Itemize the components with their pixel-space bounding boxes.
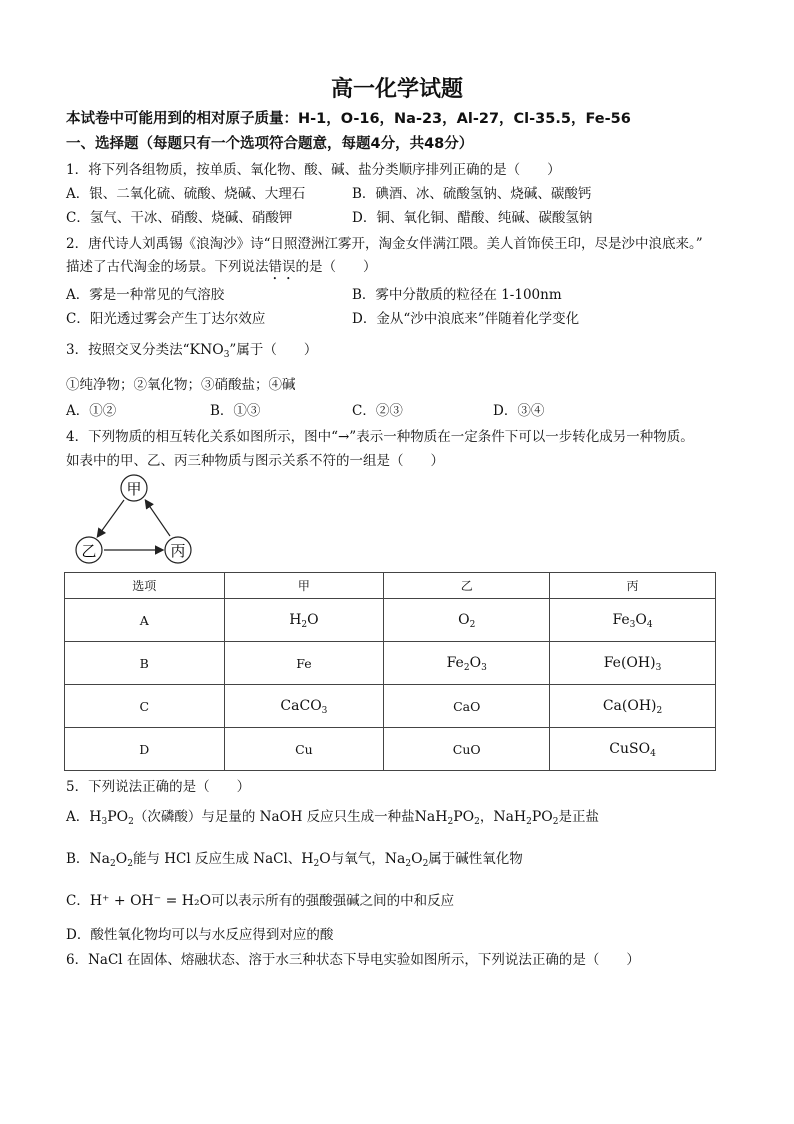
nah2po2-formula-2 — [493, 809, 558, 825]
q2-option-c: C．阳光透过雾会产生丁达尔效应 — [66, 311, 266, 327]
q5-a-end: 是正盐 — [558, 809, 600, 825]
kno3-sub: 3 — [223, 350, 230, 360]
h2o-formula — [301, 851, 330, 867]
header-bing: 丙 — [550, 573, 716, 599]
conversion-diagram — [66, 470, 206, 570]
q3-stem-text: 3．按照交叉分类法“ — [66, 342, 190, 358]
q4-stem-line2: 如表中的甲、乙、丙三种物质与图示关系不符的一组是（ ） — [66, 453, 444, 469]
neutralization-equation: H⁺ + OH⁻ = H₂O — [89, 893, 212, 909]
q2-option-d: D．金从“沙中浪底来”伴随着化学变化 — [352, 311, 580, 327]
row-b-label: B — [65, 642, 225, 685]
row-c-bing: $Ca(OH)_2$ — [550, 685, 716, 728]
s: 2 — [110, 859, 116, 869]
f: Na — [384, 851, 406, 867]
q5-a-text: （次磷酸）与足量的 NaOH 反应只生成一种盐 — [133, 809, 415, 825]
node-jia-label: 甲 — [126, 480, 142, 498]
row-a-label: A — [65, 599, 225, 642]
s: 2 — [313, 859, 320, 869]
q1-stem: 1．将下列各组物质，按单质、氧化物、酸、碱、盐分类顺序排列正确的是（ ） — [66, 162, 561, 178]
arrow-bing-to-jia — [146, 501, 170, 536]
q5-c-prefix: C． — [66, 893, 90, 909]
f: NaH — [414, 809, 448, 825]
nah2po2-formula — [415, 809, 480, 825]
q2-option-b: B．雾中分散质的粒径在 1-100nm — [352, 287, 562, 303]
q5-option-d: D．酸性氧化物均可以与水反应得到对应的酸 — [66, 927, 334, 943]
kno3-formula — [190, 342, 230, 358]
s: 3 — [101, 817, 108, 827]
q5-option-b — [66, 847, 523, 867]
q2-stem-line1: 2．唐代诗人刘禹锡《浪淘沙》诗“日照澄洲江雾开，淘金女伴满江隈。美人首饰侯王印，尽是沙中浪底来。” — [66, 236, 703, 252]
f: H — [89, 809, 102, 825]
q1-option-d: D．铜、氧化铜、醋酸、纯碱、碳酸氢钠 — [352, 210, 593, 226]
row-a-bing: $Fe_3O_4$ — [550, 599, 716, 642]
row-a-yi: $O_2$ — [384, 599, 550, 642]
f: PO — [453, 809, 475, 825]
s: 2 — [422, 859, 429, 869]
f: PO — [107, 809, 129, 825]
f: O — [411, 851, 423, 867]
q3-stem — [66, 338, 317, 358]
q5-a-sep: ， — [479, 809, 494, 825]
q3-option-c: C．②③ — [352, 403, 403, 419]
f: O — [115, 851, 128, 867]
page-title: 高一化学试题 — [330, 77, 463, 102]
q3-option-a: A．①② — [66, 403, 117, 419]
row-d-label: D — [65, 728, 225, 771]
row-d-jia: Cu — [224, 728, 384, 771]
f: Na — [89, 851, 111, 867]
q5-b-prefix: B． — [66, 851, 90, 867]
q5-b-end: 属于碱性氧化物 — [428, 851, 523, 867]
q1-option-a: A．银、二氧化硫、硫酸、烧碱、大理石 — [66, 186, 306, 202]
q2-stem-end: 的是（ ） — [295, 259, 377, 275]
row-a-jia: $H_2O$ — [224, 599, 384, 642]
q5-b-text: 能与 HCl 反应生成 NaCl、 — [132, 851, 302, 867]
q3-stem-end: ”属于（ ） — [229, 342, 318, 358]
q1-option-c: C．氢气、干冰、硝酸、烧碱、硝酸钾 — [66, 210, 293, 226]
kno3-base: KNO — [189, 342, 224, 358]
q4-options-table — [64, 572, 716, 771]
table-row — [65, 685, 716, 728]
arrow-jia-to-yi — [98, 500, 124, 536]
h3po2-formula — [89, 809, 134, 825]
row-b-yi: $Fe_2O_3$ — [384, 642, 550, 685]
row-b-bing: $Fe(OH)_3$ — [550, 642, 716, 685]
header-yi: 乙 — [384, 573, 550, 599]
row-c-jia: CaCO$_3$ — [224, 685, 384, 728]
q2-stem-text: 描述了古代淘金的场景。下列说法 — [66, 259, 269, 275]
s: 2 — [127, 859, 133, 869]
section-heading: 一、选择题（每题只有一个选项符合题意，每题4分，共48分） — [66, 136, 474, 152]
s: 2 — [474, 817, 480, 827]
f: NaH — [493, 809, 527, 825]
q2-stem-line2 — [66, 255, 377, 283]
q5-c-end: 可以表示所有的强酸强碱之间的中和反应 — [211, 893, 455, 909]
q3-items: ①纯净物；②氧化物；③硝酸盐；④碱 — [66, 377, 296, 393]
q2-emphasis: 错误 — [268, 259, 296, 275]
row-c-label: C — [65, 685, 225, 728]
q5-option-a — [66, 805, 599, 825]
q6-stem: 6．NaCl 在固体、熔融状态、溶于水三种状态下导电实验如图所示，下列说法正确的是（ ） — [66, 952, 640, 968]
s: 2 — [526, 817, 532, 827]
f: PO — [531, 809, 553, 825]
q5-b-text2: 与氧气， — [330, 851, 385, 867]
row-c-yi: CaO — [384, 685, 550, 728]
na2o2-formula — [89, 851, 133, 867]
q1-option-b: B．碘酒、冰、硫酸氢钠、烧碱、碳酸钙 — [352, 186, 592, 202]
table-row — [65, 728, 716, 771]
atomic-mass-info: 本试卷中可能用到的相对原子质量：H-1，O-16，Na-23，Al-27，Cl-35.5，Fe-56 — [66, 111, 631, 127]
na2o2-formula-2 — [385, 851, 429, 867]
q5-a-prefix: A． — [66, 809, 90, 825]
table-header-row — [65, 573, 716, 599]
row-b-jia: Fe — [224, 642, 384, 685]
s: 2 — [128, 817, 134, 827]
table-row — [65, 642, 716, 685]
q4-stem-line1: 4．下列物质的相互转化关系如图所示，图中“→”表示一种物质在一定条件下可以一步转化成另一种物质。 — [66, 429, 694, 445]
header-option: 选项 — [65, 573, 225, 599]
s: 2 — [405, 859, 412, 869]
s: 2 — [447, 817, 454, 827]
f: H — [301, 851, 314, 867]
node-yi-label: 乙 — [81, 542, 97, 560]
node-bing-label: 丙 — [170, 542, 186, 560]
f: O — [319, 851, 331, 867]
q5-stem: 5．下列说法正确的是（ ） — [66, 779, 251, 795]
table-row — [65, 599, 716, 642]
q2-option-a: A．雾是一种常见的气溶胶 — [66, 287, 225, 303]
row-d-bing: CuSO$_4$ — [550, 728, 716, 771]
q5-option-c — [66, 889, 454, 909]
row-d-yi: CuO — [384, 728, 550, 771]
header-jia: 甲 — [224, 573, 384, 599]
q3-option-d: D．③④ — [493, 403, 545, 419]
s: 2 — [552, 817, 559, 827]
q3-option-b: B．①③ — [210, 403, 261, 419]
